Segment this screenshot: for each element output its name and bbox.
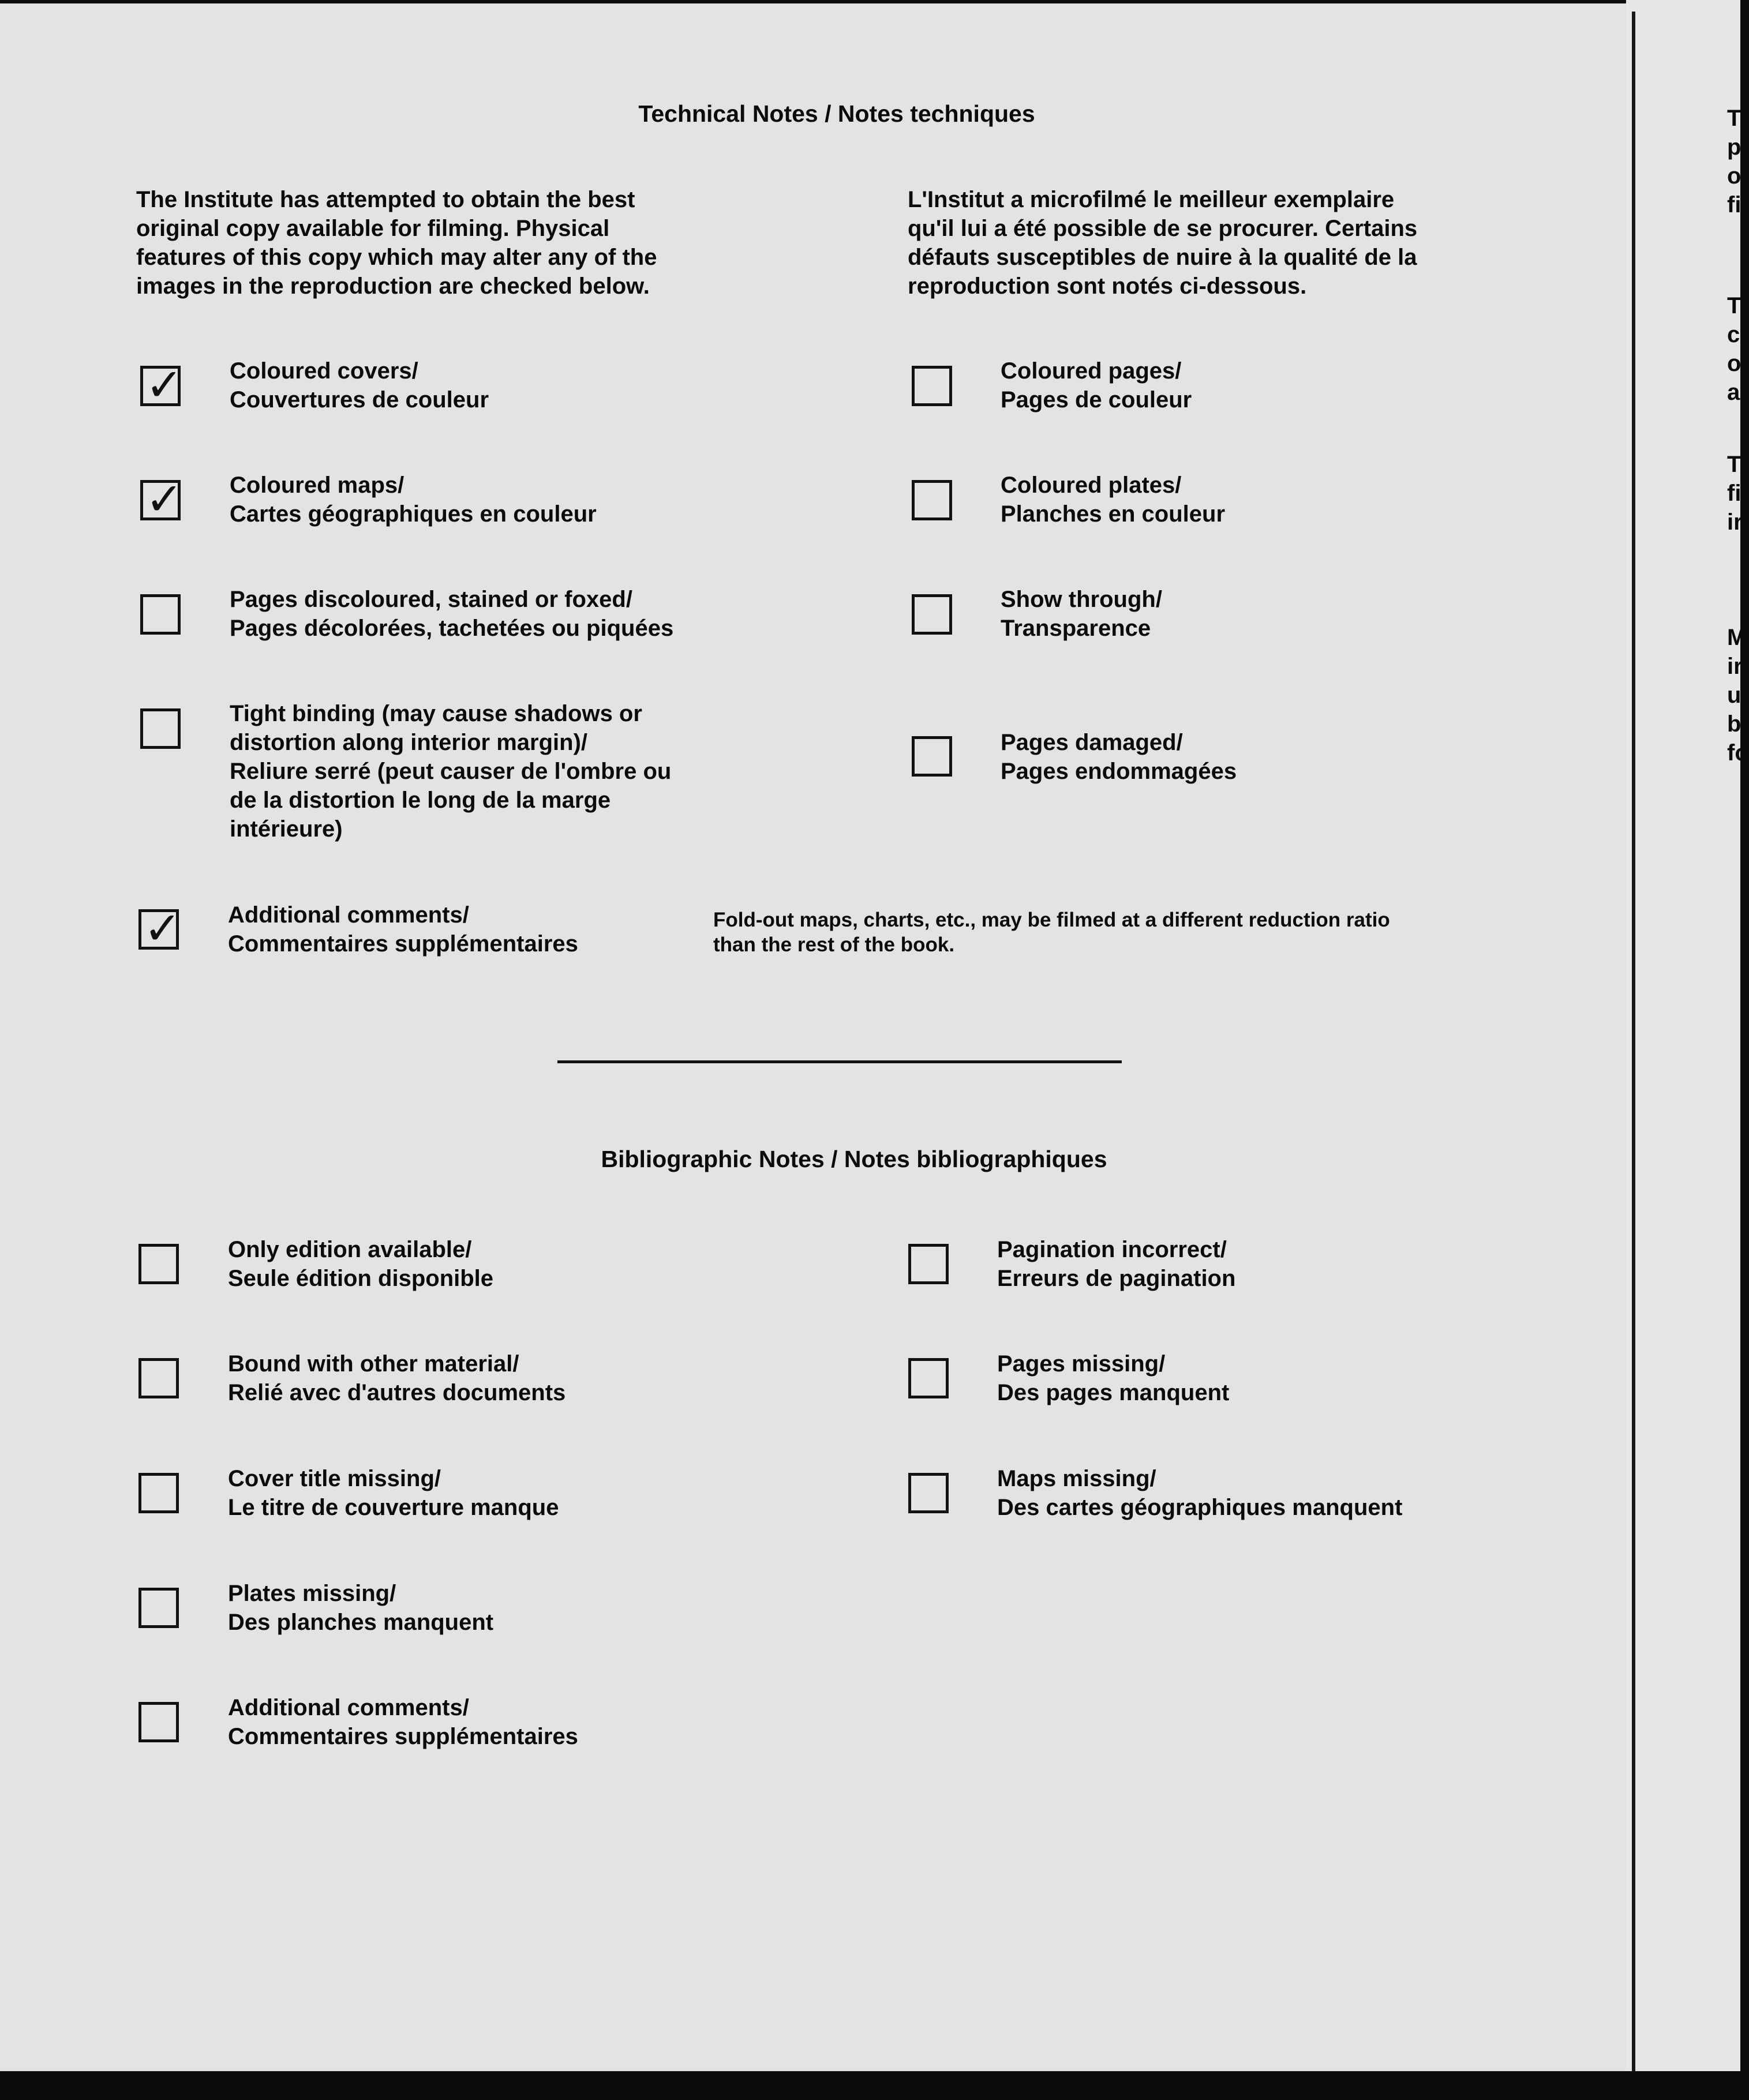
pages-damaged-label [1001, 728, 1237, 786]
coloured-plates-label [1001, 471, 1225, 528]
intro-line: original copy available for filming. Physical [136, 216, 610, 241]
adjacent-page-edge [1626, 0, 1749, 2100]
edge-text-fragment: T fi ir [1727, 452, 1743, 535]
label-line: Reliure serré (peut causer de l'ombre ou [230, 759, 672, 784]
bound-with-checkbox[interactable] [138, 1358, 179, 1398]
intro-line: qu'il lui a été possible de se procurer. Certains [908, 216, 1418, 241]
checkmark-icon: ✓ [145, 359, 183, 411]
cover-title-missing-checkbox[interactable] [138, 1473, 179, 1513]
technical-intro-french [908, 185, 1417, 301]
tight-binding-checkbox[interactable] [140, 708, 181, 749]
bibliographic-notes-heading: Bibliographic Notes / Notes bibliographiques [601, 1146, 1107, 1172]
coloured-pages-checkbox[interactable] [912, 366, 952, 406]
technical-intro-english [136, 185, 657, 301]
label-line: Seule édition disponible [228, 1266, 494, 1291]
label-line: Maps missing/ [997, 1466, 1156, 1491]
label-line: Cartes géographiques en couleur [230, 501, 597, 527]
plates-missing-label [228, 1579, 493, 1637]
label-line: Pages de couleur [1001, 387, 1192, 412]
coloured-plates-checkbox[interactable] [912, 480, 952, 520]
additional-comments-label [228, 901, 578, 958]
pagination-incorrect-checkbox[interactable] [908, 1244, 949, 1284]
coloured-maps-label [230, 471, 597, 528]
label-line: Des pages manquent [997, 1380, 1230, 1405]
checkmark-icon: ✓ [144, 903, 182, 955]
coloured-pages-label [1001, 357, 1192, 414]
label-line: Pages missing/ [997, 1351, 1166, 1377]
additional-comments-note [713, 907, 1390, 957]
show-through-checkbox[interactable] [912, 594, 952, 635]
label-line: Coloured plates/ [1001, 472, 1182, 498]
label-line: Only edition available/ [228, 1237, 472, 1262]
label-line: Des planches manquent [228, 1610, 494, 1635]
bibliographic-additional-comments-label [228, 1693, 578, 1751]
label-line: Coloured covers/ [230, 358, 418, 384]
edge-text-fragment: M ir u b fo [1727, 625, 1749, 766]
label-line: Plates missing/ [228, 1581, 396, 1606]
label-line: Additional comments/ [228, 1695, 469, 1720]
intro-line: reproduction sont notés ci-dessous. [908, 273, 1307, 299]
edge-text-fragment: T p o fi [1727, 106, 1741, 217]
label-line: de la distortion le long de la marge [230, 787, 611, 813]
label-line: Pages damaged/ [1001, 730, 1183, 755]
pagination-incorrect-label [997, 1235, 1235, 1293]
maps-missing-label [997, 1464, 1402, 1522]
label-line: Commentaires supplémentaires [228, 931, 578, 957]
checkmark-icon: ✓ [145, 474, 183, 526]
label-line: Le titre de couverture manque [228, 1495, 559, 1520]
maps-missing-checkbox[interactable] [908, 1473, 949, 1513]
intro-line: The Institute has attempted to obtain the best [136, 187, 635, 212]
label-line: Show through/ [1001, 587, 1162, 612]
bibliographic-additional-comments-checkbox[interactable] [138, 1702, 179, 1742]
intro-line: L'Institut a microfilmé le meilleur exemplaire [908, 187, 1395, 212]
pages-damaged-checkbox[interactable] [912, 736, 952, 777]
pages-discoloured-label [230, 585, 673, 643]
cover-title-missing-label [228, 1464, 559, 1522]
intro-line: défauts susceptibles de nuire à la qualité de la [908, 245, 1417, 270]
label-line: Pages endommagées [1001, 759, 1237, 784]
label-line: Pagination incorrect/ [997, 1237, 1227, 1262]
section-divider [557, 1060, 1122, 1063]
label-line: Des cartes géographiques manquent [997, 1495, 1403, 1520]
technical-notes-heading: Technical Notes / Notes techniques [638, 100, 1035, 127]
only-edition-label [228, 1235, 493, 1293]
pages-missing-label [997, 1349, 1229, 1407]
label-line: Coloured maps/ [230, 472, 405, 498]
label-line: distortion along interior margin)/ [230, 730, 587, 755]
label-line: Pages discoloured, stained or foxed/ [230, 587, 632, 612]
label-line: Pages décolorées, tachetées ou piquées [230, 616, 674, 641]
additional-comments-checkbox[interactable] [138, 903, 182, 955]
edge-text-fragment: T c o a [1727, 293, 1741, 405]
bound-with-label [228, 1349, 565, 1407]
label-line: Erreurs de pagination [997, 1266, 1236, 1291]
label-line: Transparence [1001, 616, 1151, 641]
intro-line: features of this copy which may alter any of the [136, 245, 657, 270]
tight-binding-label [230, 699, 671, 843]
pages-missing-checkbox[interactable] [908, 1358, 949, 1398]
film-border [0, 2071, 1740, 2100]
label-line: intérieure) [230, 816, 343, 842]
label-line: Cover title missing/ [228, 1466, 441, 1491]
pages-discoloured-checkbox[interactable] [140, 594, 181, 635]
coloured-covers-label [230, 357, 489, 414]
note-line: than the rest of the book. [713, 933, 955, 956]
label-line: Couvertures de couleur [230, 387, 489, 412]
label-line: Planches en couleur [1001, 501, 1226, 527]
coloured-maps-checkbox[interactable] [140, 474, 183, 526]
only-edition-checkbox[interactable] [138, 1244, 179, 1284]
label-line: Commentaires supplémentaires [228, 1724, 578, 1749]
label-line: Bound with other material/ [228, 1351, 519, 1377]
label-line: Tight binding (may cause shadows or [230, 701, 642, 726]
plates-missing-checkbox[interactable] [138, 1588, 179, 1628]
page-fold-line [1632, 12, 1635, 2077]
show-through-label [1001, 585, 1162, 643]
coloured-covers-checkbox[interactable] [140, 359, 183, 411]
label-line: Relié avec d'autres documents [228, 1380, 566, 1405]
label-line: Coloured pages/ [1001, 358, 1182, 384]
document-page [0, 3, 1626, 2071]
note-line: Fold-out maps, charts, etc., may be filmed at a different reduction ratio [713, 909, 1390, 931]
intro-line: images in the reproduction are checked below. [136, 273, 650, 299]
label-line: Additional comments/ [228, 902, 469, 928]
